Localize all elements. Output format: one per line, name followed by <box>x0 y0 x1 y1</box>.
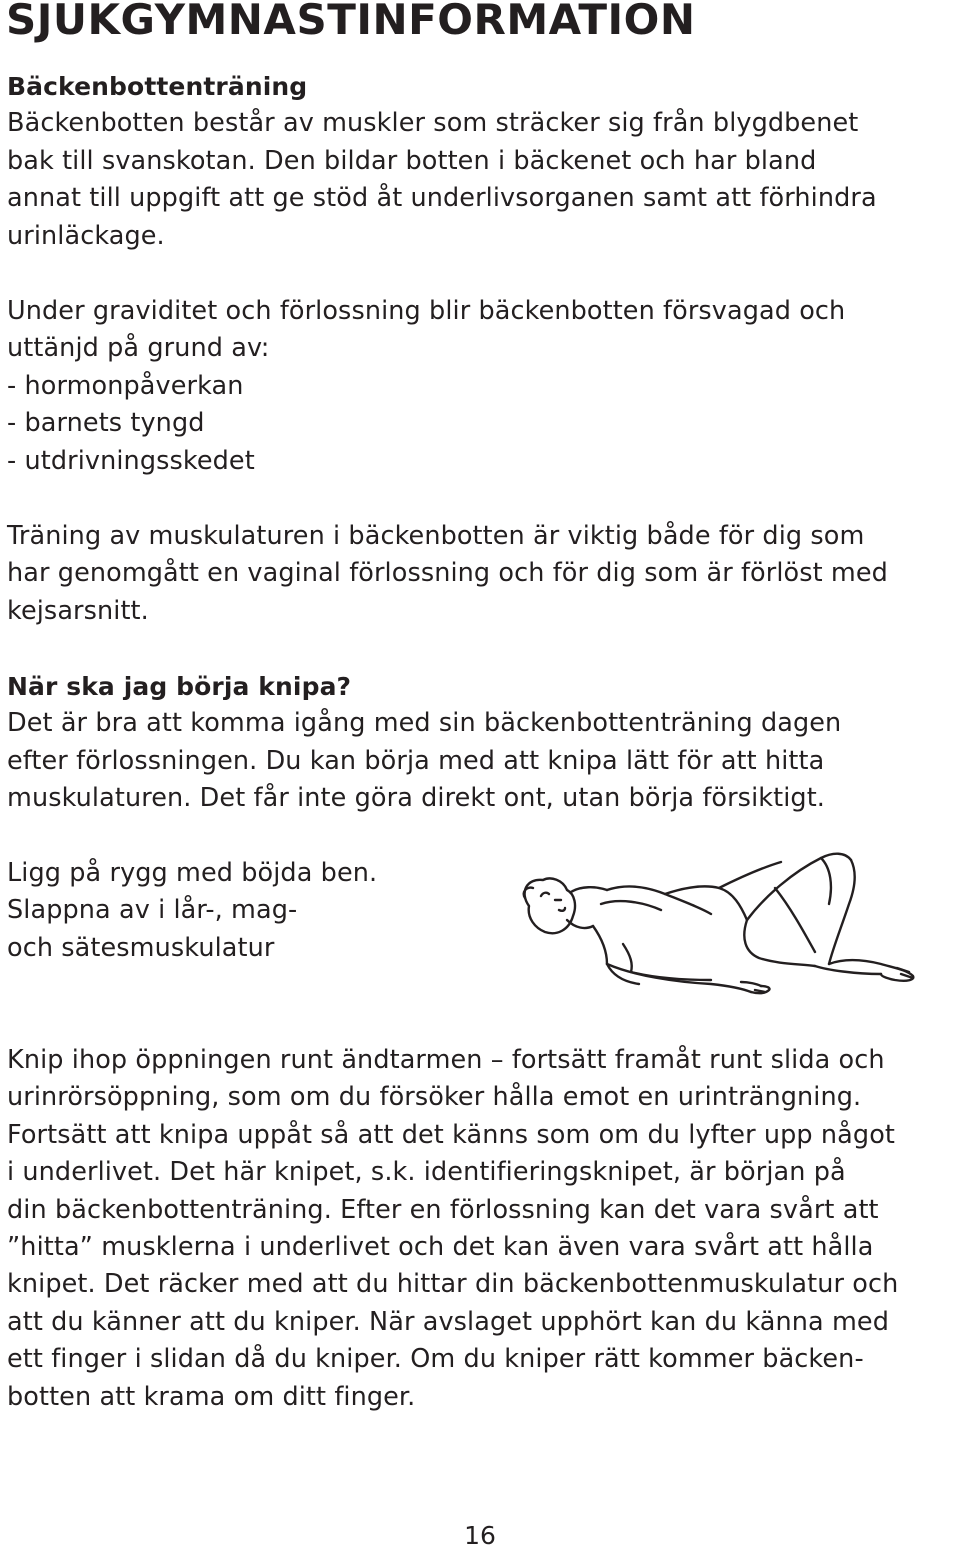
paragraph-line: Träning av muskulaturen i bäckenbotten är viktig både för dig som <box>7 521 865 551</box>
page-title: SJUKGYMNASTINFORMATION <box>6 0 696 44</box>
section-training-importance <box>7 518 888 630</box>
section-pelvic-floor-intro <box>7 68 877 255</box>
paragraph-line: i underlivet. Det här knipet, s.k. identifieringsknipet, är början på <box>7 1157 846 1188</box>
section-when-to-start <box>7 668 841 818</box>
list-item: - utdrivningsskedet <box>7 445 255 476</box>
paragraph-line: efter förlossningen. Du kan börja med att knipa lätt för att hitta <box>7 745 825 776</box>
paragraph-line: Under graviditet och förlossning blir bäckenbotten försvagad och <box>7 296 846 326</box>
paragraph-line: ”hitta” musklerna i underlivet och det kan även vara svårt att hålla <box>7 1232 874 1263</box>
paragraph-line: Ligg på rygg med böjda ben. <box>7 858 378 888</box>
page-number: 16 <box>464 1521 496 1550</box>
section-pregnancy-effects <box>7 293 845 480</box>
paragraph-line: urinrörsöppning, som om du försöker hålla emot en urinträngning. <box>7 1082 862 1113</box>
paragraph-line: och sätesmuskulatur <box>7 932 275 963</box>
lying-exercise-illustration <box>515 848 935 1008</box>
paragraph-line: kejsarsnitt. <box>7 595 149 626</box>
list-item: - barnets tyngd <box>7 408 205 439</box>
paragraph-line: din bäckenbottenträning. Efter en förlossning kan det vara svårt att <box>7 1194 879 1225</box>
section-heading-pelvic-floor-training: Bäckenbottenträning <box>7 72 308 101</box>
paragraph-line: bak till svanskotan. Den bildar botten i bäckenet och har bland <box>7 145 817 176</box>
paragraph-line: Fortsätt att knipa uppåt så att det känns som om du lyfter upp något <box>7 1119 895 1150</box>
paragraph-line: att du känner att du kniper. När avslaget upphört kan du känna med <box>7 1306 890 1337</box>
section-starting-position <box>7 855 377 967</box>
paragraph-line: muskulaturen. Det får inte göra direkt ont, utan börja försiktigt. <box>7 783 825 814</box>
paragraph-line: urinläckage. <box>7 220 165 251</box>
paragraph-line: uttänjd på grund av: <box>7 333 270 364</box>
paragraph-line: knipet. Det räcker med att du hittar din bäckenbottenmuskulatur och <box>7 1269 899 1300</box>
list-item: - hormonpåverkan <box>7 370 244 401</box>
section-heading-when-to-start: När ska jag börja knipa? <box>7 672 352 701</box>
person-lying-with-bent-knees-drawing <box>515 848 935 1008</box>
paragraph-line: Det är bra att komma igång med sin bäckenbottenträning dagen <box>7 708 842 739</box>
paragraph-line: botten att krama om ditt finger. <box>7 1381 416 1412</box>
paragraph-line: har genomgått en vaginal förlossning och för dig som är förlöst med <box>7 558 888 589</box>
paragraph-line: ett finger i slidan då du kniper. Om du kniper rätt kommer bäcken- <box>7 1344 864 1375</box>
paragraph-line: Knip ihop öppningen runt ändtarmen – fortsätt framåt runt slida och <box>7 1045 885 1075</box>
section-exercise-instructions <box>7 1042 898 1416</box>
paragraph-line: Slappna av i lår-, mag- <box>7 895 298 926</box>
paragraph-line: annat till uppgift att ge stöd åt underlivsorganen samt att förhindra <box>7 183 877 214</box>
paragraph-line: Bäckenbotten består av muskler som sträcker sig från blygdbenet <box>7 108 859 139</box>
